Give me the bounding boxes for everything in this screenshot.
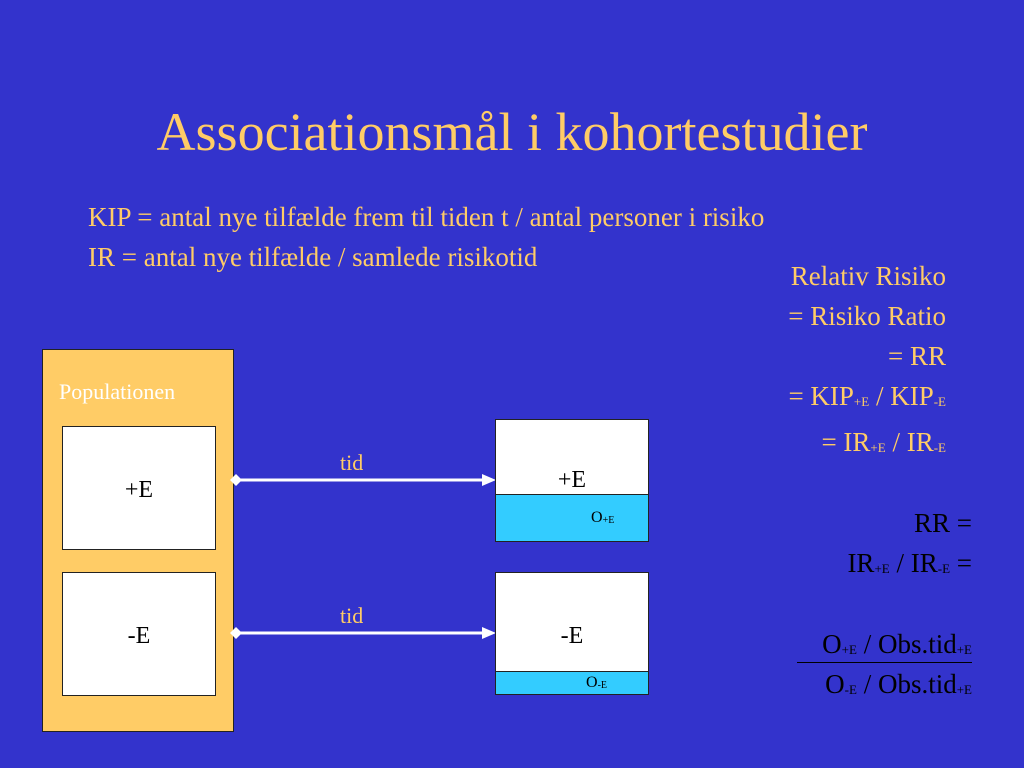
unexposed-label: -E xyxy=(127,623,151,649)
formula-rr-line: RR = xyxy=(914,508,972,538)
outcome-unexposed-label: $O_{-E}$ xyxy=(586,674,608,691)
rr-line-5: = $IR_{+E} / IR_{-E}$ xyxy=(821,427,946,457)
result-unexposed-box xyxy=(495,572,649,695)
formula-denominator: $O_{-E} / Obs.tid_{+E}$ xyxy=(825,669,972,699)
fraction-line xyxy=(797,662,972,663)
population-label: Populationen xyxy=(59,379,176,404)
rr-line-2: = Risiko Ratio xyxy=(788,301,946,331)
formula-ir-line: $IR_{+E} / IR_{-E}$ = xyxy=(847,548,972,578)
kip-definition: KIP = antal nye tilfælde frem til tiden t / antal personer i risiko xyxy=(88,202,765,232)
time-label-top: tid xyxy=(340,450,364,475)
rr-line-3: = RR xyxy=(888,341,946,371)
exposed-label: +E xyxy=(124,477,154,503)
result-exposed-label: +E xyxy=(557,467,587,493)
page-title: Associationsmål i kohortestudier xyxy=(156,102,868,162)
outcome-unexposed-bar xyxy=(496,671,648,694)
result-unexposed-label: -E xyxy=(560,623,584,649)
outcome-exposed-bar xyxy=(496,494,648,541)
rr-line-4: = $KIP_{+E} / KIP_{-E}$ xyxy=(788,381,946,411)
ir-definition: IR = antal nye tilfælde / samlede risikotid xyxy=(88,242,538,272)
result-exposed-box xyxy=(495,419,649,542)
rr-line-1: Relativ Risiko xyxy=(790,261,946,291)
formula-numerator: $O_{+E} / Obs.tid_{+E}$ xyxy=(822,629,972,659)
outcome-exposed-label: $O_{+E}$ xyxy=(591,509,615,526)
time-label-bottom: tid xyxy=(340,603,364,628)
